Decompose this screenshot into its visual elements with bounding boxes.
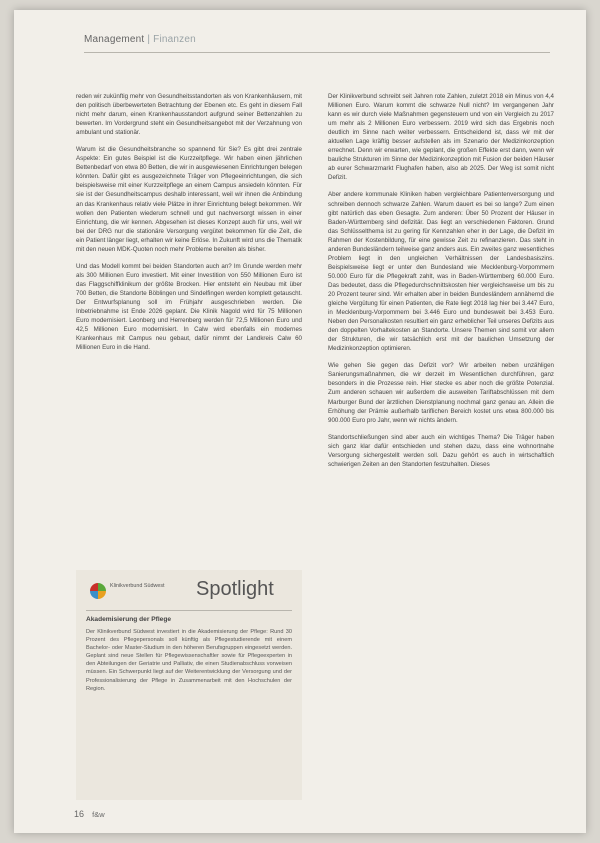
right-column	[328, 92, 554, 477]
left-column	[76, 92, 302, 360]
section-title: Management	[84, 34, 145, 45]
spotlight-body: Der Klinikverbund Südwest investiert in die Akademisierung der Pflege: Rund 30 Prozent des Pflegepersonals soll künftig als Pflegestudierende mit einem Bachelor- oder Master-Studium in den höheren Berufsgruppen eingesetzt werden. Geplant sind neue Stellen für Pflegewissenschaftler sowie für Pflegeexperten in den Abteilungen der Geriatrie und Palliativ, die einen Studienabschluss vorweisen müssen. Ein Schwerpunkt liegt auf der Weiterentwicklung der Versorgung und der Professionalisierung der Pflege in Zusammenarbeit mit den Hochschulen der Region.	[86, 629, 292, 692]
klinikverbund-logo	[90, 582, 182, 604]
logo-name: Klinikverbund Südwest	[110, 583, 165, 589]
page-footer	[74, 809, 105, 819]
spotlight-divider	[86, 610, 292, 611]
paragraph: reden wir zukünftig mehr von Gesundheitsstandorten als von Krankenhäusern, mit den politisch überbewerteten Betrachtung der Ebenen etc. Es geht in diesem Fall nicht mehr darum, einen Krankenhausstandort aufgrund seiner Bettenzahlen zu bewerten. Im Vordergrund steht ein Gesundheitsangebot mit der Verzahnung von ambulant und stationär.	[76, 93, 302, 137]
section-separator: |	[147, 34, 151, 45]
section-header	[84, 34, 196, 45]
paragraph: Und das Modell kommt bei beiden Standorten auch an? Im Grunde werden mehr als 300 Millionen Euro investiert. Mit einer Investition von 550 Millionen Euro ist das Flaggschiffklinikum der größte Brocken. Hier entsteht ein Neubau mit über 700 Betten, die Standorte Böblingen und Sindelfingen werden komplett getauscht. Der Entwurfsplanung soll im Frühjahr ausgeschrieben werden. Die Inbetriebnahme ist Ende 2026 geplant. Die Klinik Nagold wird für 75 Millionen Euro modernisiert. Leonberg und Herrenberg werden für 72,5 Millionen Euro und 42,5 Millionen Euro modernisiert. In Calw wird ebenfalls ein modernes Krankenhaus mit Campus neu gebaut, dafür nimmt der Landkreis Calw 60 Millionen Euro in die Hand.	[76, 262, 302, 352]
paragraph: Aber andere kommunale Kliniken haben vergleichbare Patientenversorgung und schreiben dennoch schwarze Zahlen. Warum dauert es bei so lange? Zum einen gibt natürlich das eben Gesagte. Zum anderen: Über 50 Prozent der Häuser in Baden-Württemberg sind defizitär. Das liegt an verschiedenen Faktoren. Grund das Schlüsselthema ist zu gering für Kennzahlen eher in der Lage, die Defizit im Rahmen der Kostenbildung, für eine gewisse Zeit zu refinanzieren. Das steht in anderen Bundesländern teilweise ganz anders aus. Ein zweites ganz wesentliches Problem liegt in den ungleichen Verhältnissen der Landesbasiszins. Beispielsweise liegt er unter den Bundesland wie Mecklenburg-Vorpommern 50.000 Euro für die Pflegekraft zahlt, was in Baden-Württemberg 60.000 Euro. Das bedeutet, dass die Pflegedurchschnittskosten hier vergleichsweise um bis zu 20 Prozent teurer sind. Wir erhalten aber in beiden Bundesländern annähernd die gleiche Vergütung für einen Patienten, die Rate liegt 2018 lag hier bei 3.447 Euro, in Mecklenburg-Vorpommern bei 3.446 Euro und bundesweit bei 3.453 Euro. Neben den Personalkosten resultiert ein ganz erheblicher Teil unseres Defizits aus den doppelten Vorhaltekosten an Standorte. Unsere Themen sind somit vor allem der Strukturen, die wir tatsächlich erst mit der baulichen Umsetzung der Medizinkonzeption optimieren.	[328, 191, 554, 353]
paragraph: Wie gehen Sie gegen das Defizit vor? Wir arbeiten neben unzähligen Sanierungsmaßnahmen, die wir derzeit im Wesentlichen durchführen, ganz besonders in die Prozesse rein. Hier stecke es aber noch die größte Potenzial. Zum anderen schauen wir außerdem die ausweiten Tariftabschlüssen mit dem Marburger Bund der ärztlichen Dienstplanung nochmal ganz genau an. Allein die Erhöhung der Prämie außerhalb tariflichen Bereich kostet uns etwa 800.000 bis 900.000 Euro pro Jahr, wenn wir nichts ändern.	[328, 362, 554, 424]
paragraph: Der Klinikverbund schreibt seit Jahren rote Zahlen, zuletzt 2018 ein Minus von 4,4 Millionen Euro. Warum kommt die schwarze Null nicht? Im vergangenen Jahr kann es wir durch viele Maßnahmen gegensteuern und von ein Vergleich zu 2017 um mehr als 2 Millionen Euro verbessern. 2019 wird sich das Ergebnis noch deutlich im Sinne nach weiter verbessern. Entscheidend ist, dass wir mit der aktuellen Lage kräftig besser aufstellen als im Szenario der Medizinkonzeption errechnet. Denn wir erwarten, wie geplant, die großen Effekte erst dann, wenn wir bauliche Strukturen im Sinne der Medizinkonzeption mit Fusion der beiden Häuser ab eurer Schwarzmarkt Flughafen haben, also ab 2025. Der Weg ist somit nicht Defizit.	[328, 93, 554, 182]
paragraph: Standortschließungen sind aber auch ein wichtiges Thema? Die Träger haben sich ganz klar dafür entschieden und stehen dazu, dass eine wohnortnahe Versorgung sichergestellt werden soll. Dazu gehört es auch in wirtschaftlich schwierigen Zeiten an den Standorten festzuhalten. Dieses	[328, 433, 554, 468]
paragraph: Warum ist die Gesundheitsbranche so spannend für Sie? Es gibt drei zentrale Aspekte: Ein gutes Beispiel ist die Kurzzeitpflege. Wir haben einen jährlichen Bettenbedarf von etwa 80 Betten, die wir in ausgewiesenen Einrichtungen belegen könnten. Dafür gibt es ausgezeichnete Träger von Pflegeeinrichtungen, die sich beispielsweise mit einer Kurzzeitpflege an einem Campus ansiedeln könnten. Für sie ist der Gesundheitscampus deshalb interessant, weil wir ihnen die Anbindung an das Krankenhaus relativ viele Plätze in ihrer Einrichtung belegt bekommen. Wir wollen den Patienten wiederum schnell und gut nachversorgt wissen in einer Einrichtung, die wir kennen. Abgesehen ist dieses Konzept auch für uns, weil wir bei der DRG nur die stationäre Versorgung vergütet bekommen für die Zeit, die ein Patient länger liegt, erhalten wir keine Erlöse. In Zukunft wird uns die Thematik mit den neuen MDK-Quoten noch mehr Probleme bereiten als bisher.	[76, 146, 302, 253]
logo-mark-icon	[90, 583, 106, 599]
magazine-name: f&w	[92, 810, 105, 819]
spotlight-box	[76, 570, 302, 800]
header-divider	[84, 52, 550, 53]
spotlight-title: Spotlight	[196, 578, 274, 600]
spotlight-heading: Akademisierung der Pflege	[86, 616, 172, 623]
magazine-page	[14, 10, 586, 833]
section-subtitle: Finanzen	[153, 34, 196, 45]
page-number: 16	[74, 809, 85, 819]
